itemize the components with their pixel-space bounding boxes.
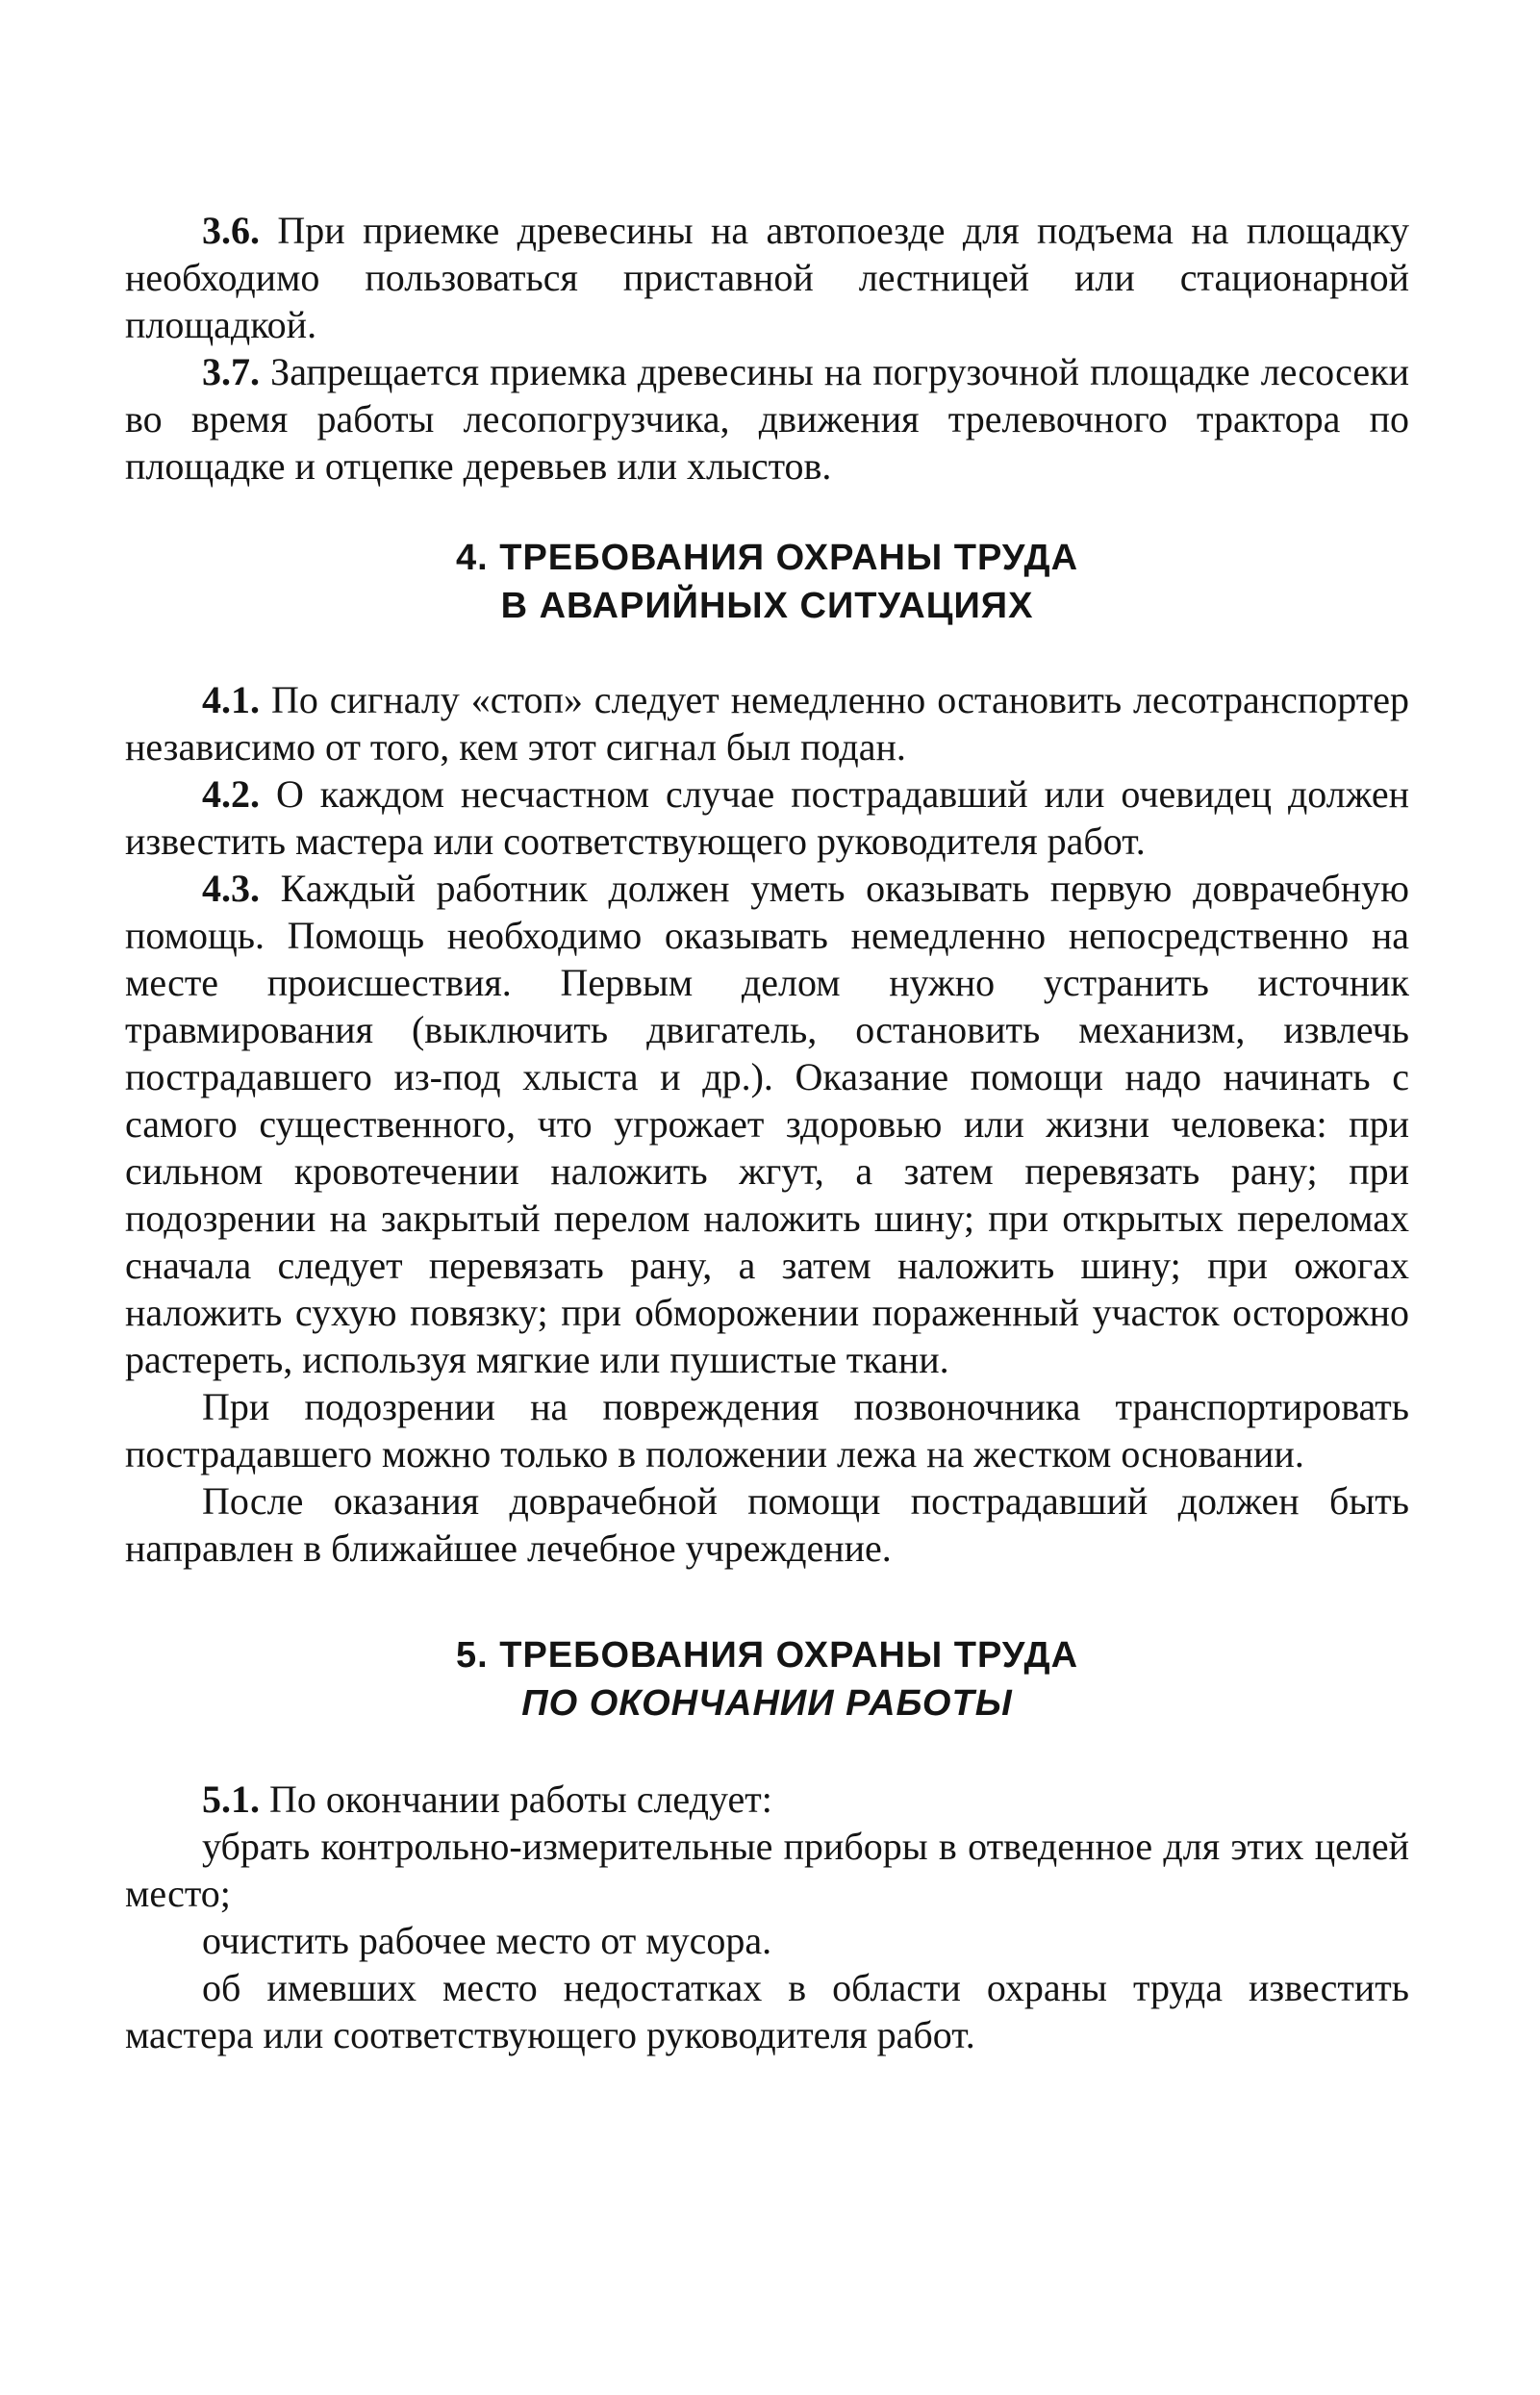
section-3-continued <box>125 207 1409 490</box>
section-4-heading <box>125 534 1409 630</box>
section-5-heading <box>125 1631 1409 1727</box>
section-5-heading-line-2: ПО ОКОНЧАНИИ РАБОТЫ <box>521 1683 1013 1724</box>
paragraph-5-1 <box>125 1776 1409 1823</box>
paragraph-spine-injury: При подозрении на повреждения позвоночника транспортировать пострадавшего можно только в положении лежа на жестком основании. <box>125 1385 1409 1475</box>
paragraph-4-3 <box>125 865 1409 1383</box>
paragraph-number: 3.7. <box>202 350 260 393</box>
section-4-body <box>125 676 1409 1572</box>
paragraph-3-7 <box>125 348 1409 490</box>
section-4-heading-line-2: В АВАРИЙНЫХ СИТУАЦИЯХ <box>500 586 1034 626</box>
paragraph-text: По сигналу «стоп» следует немедленно остановить лесотранспортер независимо от того, кем этот сигнал был подан. <box>125 678 1409 769</box>
paragraph-number: 4.1. <box>202 678 260 721</box>
paragraph-3-6 <box>125 207 1409 348</box>
list-item-remove-instruments: убрать контрольно-измерительные приборы в отведенное для этих целей место; <box>125 1825 1409 1915</box>
section-4-heading-line-1: 4. ТРЕБОВАНИЯ ОХРАНЫ ТРУДА <box>455 538 1079 578</box>
paragraph-number: 3.6. <box>202 209 260 252</box>
document-page <box>125 207 1409 2058</box>
paragraph-after-first-aid: После оказания доврачебной помощи пострадавший должен быть направлен в ближайшее лечебное учреждение. <box>125 1479 1409 1570</box>
paragraph-text: Запрещается приемка древесины на погрузочной площадке лесосеки во время работы лесопогрузчика, движения трелевочного трактора по площадке и отцепке деревьев или хлыстов. <box>125 350 1410 488</box>
paragraph-text: По окончании работы следует: <box>269 1777 772 1821</box>
section-5-body <box>125 1776 1409 2058</box>
paragraph-text: О каждом несчастном случае пострадавший или очевидец должен известить мастера или соответствующего руководителя работ. <box>125 772 1410 863</box>
paragraph-number: 5.1. <box>202 1777 260 1821</box>
paragraph-text: Каждый работник должен уметь оказывать первую доврачебную помощь. Помощь необходимо оказывать немедленно непосредственно на месте происшествия. Первым делом нужно устранить источник травмирования (выключить двигатель, остановить механизм, извлечь пострадавшего из-под хлыста и др.). Оказание помощи надо начинать с самого существенного, что угрожает здоровью или жизни человека: при сильном кровотечении наложить жгут, а затем перевязать рану; при подозрении на закрытый перелом наложить шину; при открытых переломах сначала следует перевязать рану, а затем наложить шину; при ожогах наложить сухую повязку; при обморожении пораженный участок осторожно растереть, используя мягкие или пушистые ткани. <box>125 867 1409 1381</box>
paragraph-4-1 <box>125 676 1409 770</box>
paragraph-number: 4.3. <box>202 867 260 910</box>
list-item-report-shortcomings: об имевших место недостатках в области охраны труда известить мастера или соответствующего руководителя работ. <box>125 1966 1409 2056</box>
section-5-heading-line-1: 5. ТРЕБОВАНИЯ ОХРАНЫ ТРУДА <box>455 1635 1079 1676</box>
paragraph-number: 4.2. <box>202 772 260 816</box>
list-item-clean-workplace: очистить рабочее место от мусора. <box>202 1919 772 1962</box>
paragraph-text: При приемке древесины на автопоезде для подъема на площадку необходимо пользоваться приставной лестницей или стационарной площадкой. <box>125 209 1409 346</box>
paragraph-4-2 <box>125 770 1409 865</box>
